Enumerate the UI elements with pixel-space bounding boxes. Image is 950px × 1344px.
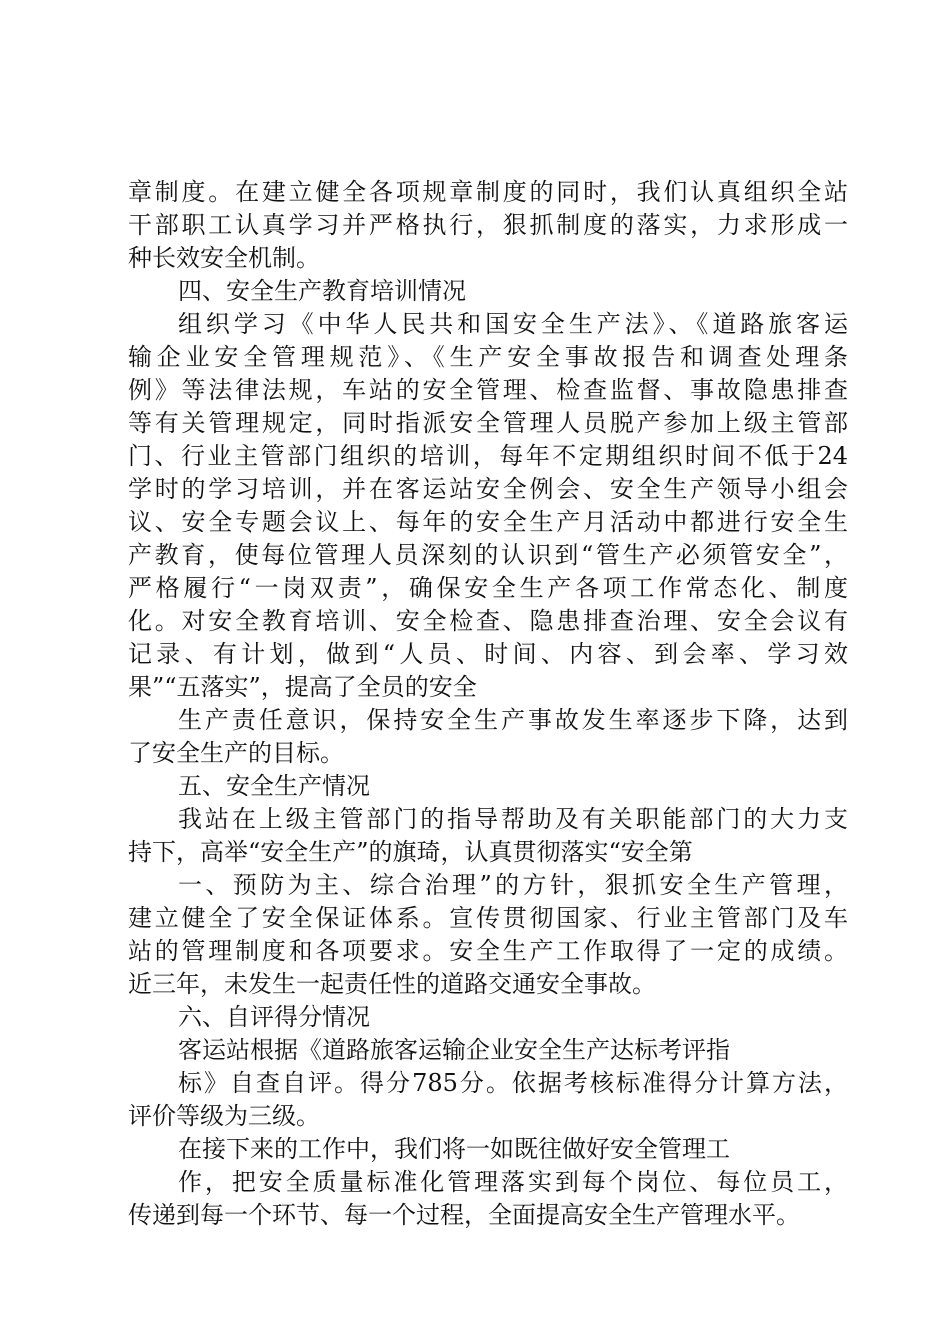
text-line: 持下，高举“安全生产”的旗琦，认真贯彻落实“安全第 [128,838,693,866]
text-line: 组织学习《中华人民共和国安全生产法》、《道路旅客运 [178,310,848,338]
text-line: 站的管理制度和各项要求。安全生产工作取得了一定的成绩。 [128,937,848,965]
text-line: 学时的学习培训，并在客运站安全例会、安全生产领导小组会 [128,475,848,503]
text-line: 章制度。在建立健全各项规章制度的同时，我们认真组织全站 [128,178,848,206]
text-line: 例》等法律法规，车站的安全管理、检查监督、事故隐患排查 [128,376,848,404]
text-line: 记录、有计划，做到“人员、时间、内容、到会率、学习效 [128,640,848,668]
text-line: 评价等级为三级。 [128,1102,320,1130]
text-line: 干部职工认真学习并严格执行，狠抓制度的落实，力求形成一 [128,211,848,239]
text-line: 等有关管理规定，同时指派安全管理人员脱产参加上级主管部 [128,409,848,437]
text-line: 产教育，使每位管理人员深刻的认识到“管生产必须管安全”， [128,541,848,569]
text-line: 化。对安全教育培训、安全检查、隐患排查治理、安全会议有 [128,607,848,635]
section-heading: 五、安全生产情况 [178,772,370,800]
text-line: 门、行业主管部门组织的培训，每年不定期组织时间不低于24 [128,442,848,470]
text-line: 严格履行“一岗双责”，确保安全生产各项工作常态化、制度 [128,574,848,602]
text-line: 建立健全了安全保证体系。宣传贯彻国家、行业主管部门及车 [128,904,848,932]
text-line: 传递到每一个环节、每一个过程，全面提高安全生产管理水平。 [128,1201,800,1229]
text-line: 了安全生产的目标。 [128,739,344,767]
text-line: 一、预防为主、综合治理”的方针，狠抓安全生产管理， [178,871,848,899]
section-heading: 六、自评得分情况 [178,1003,370,1031]
text-line: 输企业安全管理规范》、《生产安全事故报告和调查处理条 [128,343,848,371]
text-line: 果”“五落实”，提高了全员的安全 [128,673,477,701]
text-line: 近三年，未发生一起责任性的道路交通安全事故。 [128,970,656,998]
text-line: 种长效安全机制。 [128,244,320,272]
text-line: 作，把安全质量标准化管理落实到每个岗位、每位员工， [178,1168,848,1196]
text-line: 客运站根据《道路旅客运输企业安全生产达标考评指 [178,1036,730,1064]
text-line: 议、安全专题会议上、每年的安全生产月活动中都进行安全生 [128,508,848,536]
section-heading: 四、安全生产教育培训情况 [178,277,466,305]
text-line: 我站在上级主管部门的指导帮助及有关职能部门的大力支 [178,805,848,833]
text-line: 标》自查自评。得分785分。依据考核标准得分计算方法， [178,1069,848,1097]
document-body [128,176,848,1232]
text-line: 在接下来的工作中，我们将一如既往做好安全管理工 [178,1135,730,1163]
text-line: 生产责任意识，保持安全生产事故发生率逐步下降，达到 [178,706,848,734]
